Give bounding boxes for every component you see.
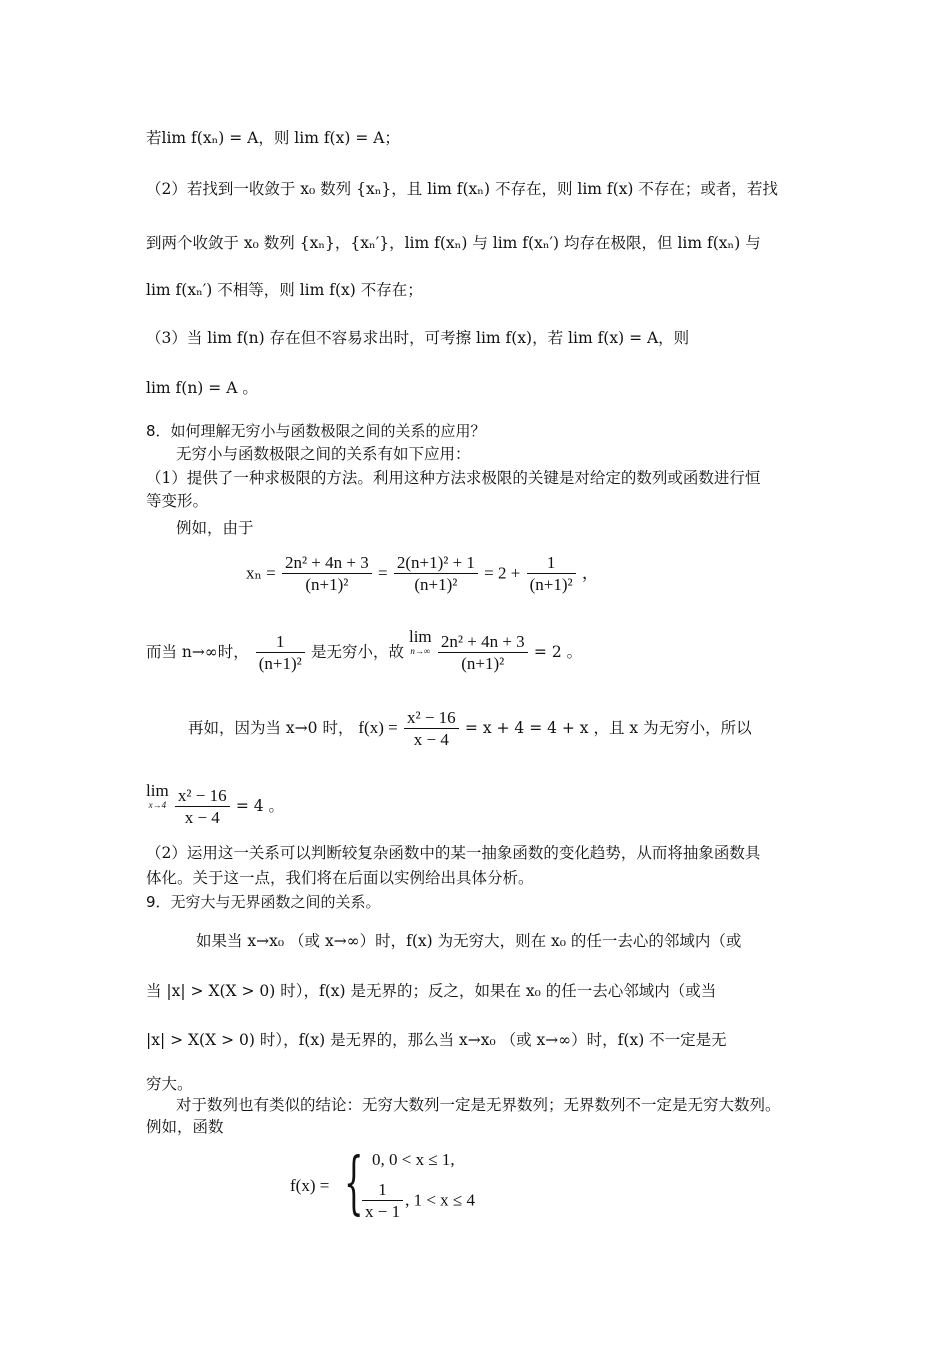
paragraph-line: 对于数列也有类似的结论：无穷大数列一定是无界数列；无界数列不一定是无穷大数列。 [176, 1096, 781, 1114]
text-span: 再如，因为当 x→0 时， [188, 719, 354, 737]
denominator: (n+1)² [414, 575, 458, 594]
text-line: 到两个收敛于 x₀ 数列 {xₙ}，{xₙ′}，lim f(xₙ) 与 lim f(xₙ′) 均存在极限，但 lim f(xₙ) 与 [146, 234, 761, 252]
numerator: 2(n+1)² + 1 [394, 553, 478, 574]
text-span: = x + 4 = 4 + x ，且 x 为无穷小，所以 [464, 719, 752, 737]
text-line: lim f(n) = A 。 [146, 379, 258, 397]
fraction [404, 708, 459, 751]
fraction [362, 1180, 403, 1223]
paragraph-line: 等变形。 [146, 492, 209, 510]
equation-line-3 [188, 704, 852, 752]
piecewise-case-1: 0, 0 < x ≤ 1, [372, 1150, 455, 1169]
case-condition: , 1 < x ≤ 4 [405, 1190, 476, 1210]
piecewise-case-2 [360, 1180, 475, 1223]
numerator: 1 [527, 553, 576, 574]
equation-fragment [146, 781, 236, 827]
limit-operator [146, 782, 169, 810]
fraction [438, 632, 528, 675]
text-line: （2）若找到一收敛于 x₀ 数列 {xₙ}，且 lim f(xₙ) 不存在，则 lim f(x) 不存在；或者，若找 [146, 180, 778, 198]
numerator: 1 [362, 1180, 403, 1201]
denominator: (n+1)² [305, 575, 349, 594]
denominator: (n+1)² [258, 653, 302, 673]
numerator: 2n² + 4n + 3 [282, 553, 372, 574]
fraction [527, 553, 576, 596]
numerator: x² − 16 [175, 786, 230, 807]
equation-mid: = 2 + [484, 563, 521, 583]
paragraph-line: 例如，函数 [146, 1118, 224, 1136]
paragraph-line: 例如，由于 [176, 519, 254, 537]
paragraph-line: 体化。关于这一点，我们将在后面以实例给出具体分析。 [146, 869, 534, 887]
equals-sign: = [377, 563, 388, 583]
equation-line-2 [146, 628, 810, 676]
paragraph-line: （2）运用这一关系可以判断较复杂函数中的某一抽象函数的变化趋势，从而将抽象函数具 [146, 844, 761, 862]
text-line: 若lim f(xₙ) = A，则 lim f(x) = A； [146, 129, 400, 147]
fraction [256, 632, 305, 675]
paragraph-line: （1）提供了一种求极限的方法。利用这种方法求极限的关键是对给定的数列或函数进行恒 [146, 469, 761, 487]
text-span: = 2 。 [533, 643, 583, 661]
paragraph-line: 无穷小与函数极限之间的关系有如下应用： [176, 445, 471, 463]
paragraph-line: 当 |x| > X(X > 0) 时），f(x) 是无界的；反之，如果在 x₀ 的任一去心邻域内（或当 [146, 982, 717, 1000]
numerator: x² − 16 [404, 708, 459, 729]
denominator: (n+1)² [461, 653, 505, 673]
denominator: x − 4 [184, 807, 220, 827]
section-heading-8: 8．如何理解无穷小与函数极限之间的关系的应用？ [146, 422, 486, 440]
numerator: 1 [256, 632, 305, 653]
numerator: 2n² + 4n + 3 [438, 632, 528, 653]
paragraph-line: |x| > X(X > 0) 时），f(x) 是无界的，那么当 x→x₀ （或 x→∞）时，f(x) 不一定是无 [146, 1031, 727, 1049]
left-brace: { [344, 1144, 364, 1223]
lim-text: lim [146, 781, 169, 800]
paragraph-line: 穷大。 [146, 1075, 193, 1093]
equation-lhs: xₙ = [246, 563, 276, 583]
equation-lhs: f(x) = [358, 718, 398, 737]
lim-text: lim [408, 627, 432, 646]
text-line: （3）当 lim f(n) 存在但不容易求出时，可考擦 lim f(x)，若 lim f(x) = A，则 [146, 329, 690, 347]
paragraph-line: 如果当 x→x₀ （或 x→∞）时，f(x) 为无穷大，则在 x₀ 的任一去心的邻域内（或 [196, 932, 742, 950]
lim-subscript: n→∞ [410, 646, 431, 656]
denominator: (n+1)² [529, 575, 573, 594]
fraction [394, 553, 478, 596]
denominator: x − 1 [365, 1202, 401, 1221]
piecewise-lhs: f(x) = [290, 1176, 330, 1195]
fraction [175, 786, 230, 829]
equation-fragment [358, 707, 465, 749]
equation-fragment [408, 627, 534, 673]
text-span: 是无穷小，故 [311, 643, 405, 661]
equation-xn [246, 553, 599, 596]
equation-fragment [254, 631, 311, 673]
denominator: x − 4 [413, 729, 449, 749]
section-heading-9: 9．无穷大与无界函数之间的关系。 [146, 893, 381, 911]
punctuation: ， [581, 563, 599, 583]
lim-subscript: x→4 [148, 800, 167, 810]
equation-line-4 [146, 782, 810, 830]
fraction [282, 553, 372, 596]
limit-operator [409, 628, 432, 656]
text-span: 而当 n→∞时， [146, 643, 249, 661]
text-line: lim f(xₙ′) 不相等，则 lim f(x) 不存在； [146, 281, 423, 299]
text-span: = 4 。 [235, 797, 285, 815]
